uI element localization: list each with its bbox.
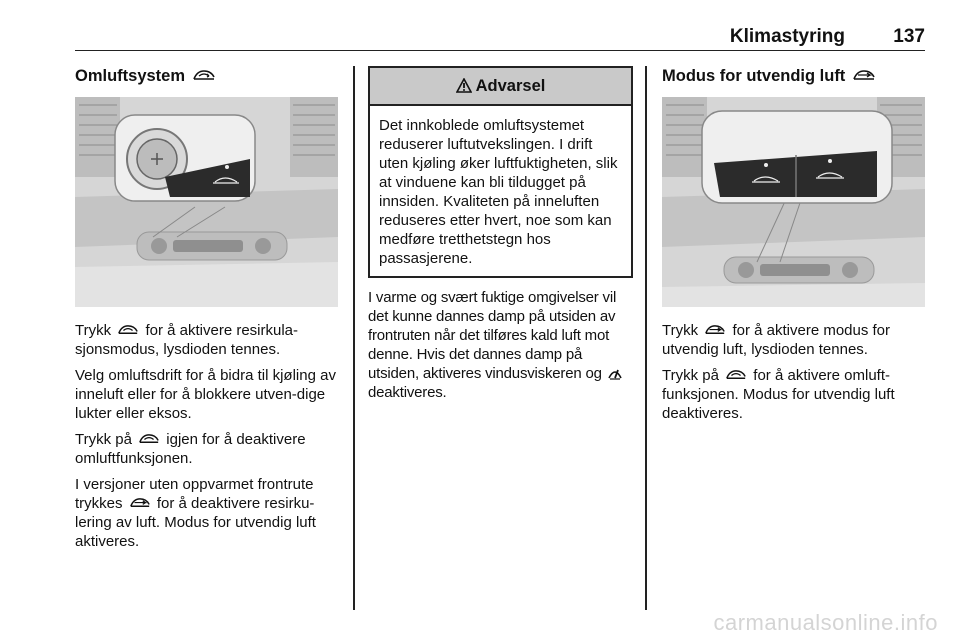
- section-heading: [662, 66, 927, 86]
- windscreen-wiper-icon: [608, 366, 622, 380]
- watermark: carmanualsonline.info: [713, 610, 938, 635]
- section-heading: [75, 66, 340, 86]
- page-header: [75, 22, 925, 51]
- page-number: 137: [893, 26, 925, 47]
- control-panel-illustration: [75, 97, 338, 307]
- paragraph-text: deaktiveres.: [368, 384, 447, 401]
- left-column: [75, 66, 340, 558]
- paragraph: [75, 475, 340, 551]
- paragraph-text: for å aktivere resirkula-sjonsmodus, lysdioden tennes.: [75, 322, 299, 358]
- middle-column: [368, 66, 633, 409]
- outside-air-icon: [704, 324, 726, 337]
- warning-text: Det innkoblede omluftsystemet reduserer luftutvekslingen. I drift uten kjøling øker luftfuktigheten, slik at vinduene kan bli tildugget på innsiden. Kvaliteten på inneluften reduseres etter hvert, noe som kan medføre tretthetstegn hos passasjerene.: [379, 117, 618, 267]
- paragraph-text: Trykk: [75, 322, 112, 339]
- warning-title: Advarsel: [475, 77, 546, 95]
- paragraph-text: Trykk: [662, 322, 699, 339]
- section-heading-text: Omluftsystem: [75, 67, 186, 85]
- paragraph: Velg omluftsdrift for å bidra til kjøling av inneluft eller for å blokkere utven-dige lukter eller eksos.: [75, 367, 336, 422]
- control-panel-drawing: [662, 97, 925, 307]
- paragraph-text: for å aktivere modus for utvendig luft, lysdioden tennes.: [662, 322, 891, 358]
- air-recirculation-icon: [192, 69, 216, 83]
- paragraph: [75, 321, 340, 359]
- paragraph-text: I versjoner uten oppvarmet frontrute trykkes: [75, 476, 314, 512]
- column-divider: [353, 66, 355, 610]
- outside-air-icon: [129, 497, 151, 510]
- column-divider: [645, 66, 647, 610]
- air-recirculation-icon: [117, 324, 139, 337]
- warning-header: [370, 68, 631, 106]
- paragraph-text: I varme og svært fuktige omgivelser vil det kunne dannes damp på utsiden av frontruten når det tilføres kald luft mot denne. Hvis det dannes damp på utsiden, aktiveres vindusviskeren og: [368, 289, 617, 382]
- control-panel-drawing: [75, 97, 338, 307]
- section-heading-text: Modus for utvendig luft: [662, 67, 846, 85]
- outside-air-icon: [852, 69, 876, 83]
- paragraph-text: Trykk på: [662, 367, 719, 384]
- air-recirculation-icon: [138, 433, 160, 446]
- right-column: [662, 66, 927, 430]
- warning-triangle-icon: [456, 78, 472, 93]
- paragraph: [75, 430, 340, 468]
- warning-box: [368, 66, 633, 278]
- air-recirculation-icon: [725, 369, 747, 382]
- page-title: Klimastyring: [729, 26, 845, 47]
- paragraph: [662, 366, 927, 423]
- paragraph-text: Trykk på: [75, 431, 132, 448]
- paragraph-text: for å aktivere omluft-funksjonen. Modus for utvendig luft deaktiveres.: [662, 367, 895, 422]
- paragraph-text: for å deaktivere resirku-lering av luft. Modus for utvendig luft aktiveres.: [75, 495, 316, 550]
- paragraph-text: igjen for å deaktivere omluftfunksjonen.: [75, 431, 306, 467]
- paragraph: [662, 321, 927, 359]
- paragraph: [368, 288, 633, 402]
- control-panel-illustration: [662, 97, 925, 307]
